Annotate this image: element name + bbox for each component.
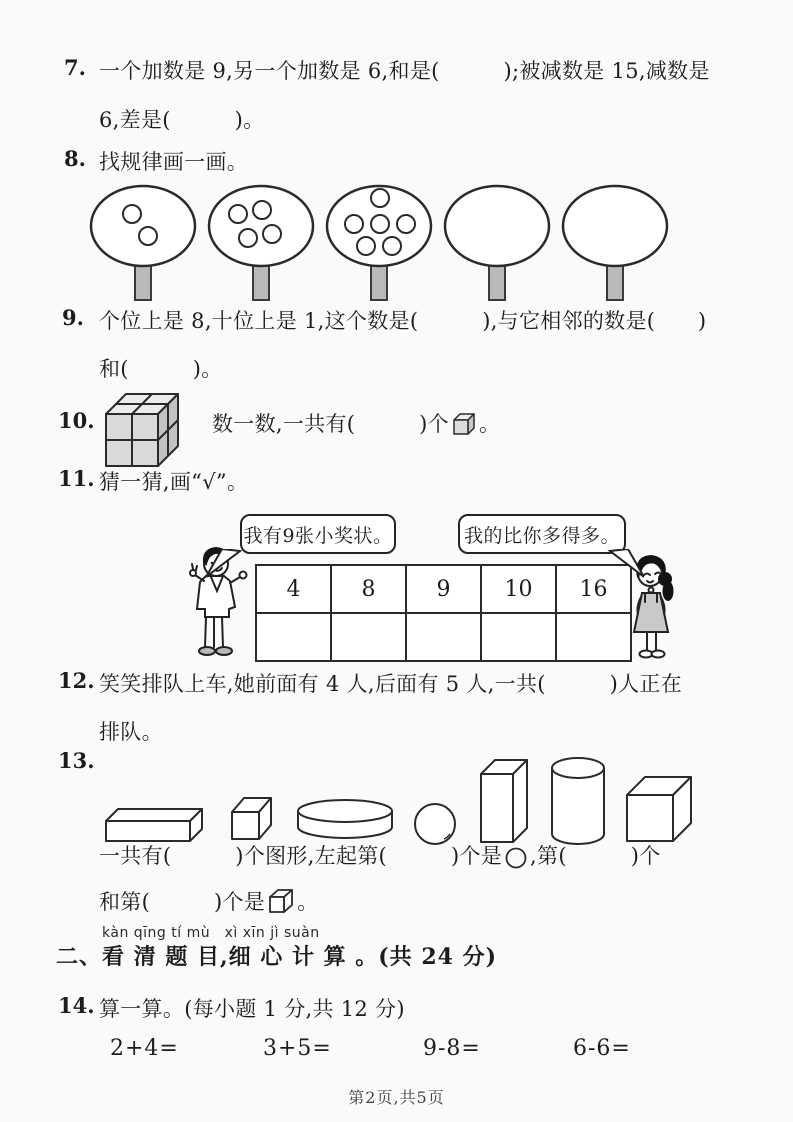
- q13-number: 13.: [58, 748, 95, 773]
- tall-cuboid-icon: [473, 752, 535, 847]
- section2-title: 二、看 清 题 目,细 心 计 算 。(共 24 分): [56, 944, 498, 970]
- table-cell-empty: [256, 613, 331, 661]
- speech-bubble-girl: 我的比你多得多。: [458, 514, 626, 554]
- guess-table: [255, 564, 632, 662]
- cylinder-icon: [549, 755, 607, 847]
- flat-cylinder-icon: [293, 793, 397, 847]
- speech-tail-left: [206, 549, 242, 579]
- tree-icon: [86, 180, 200, 302]
- problem-1: 2+4=: [110, 1036, 179, 1061]
- q12-line2: 排队。: [99, 720, 163, 744]
- unit-cube-icon: [451, 411, 477, 437]
- table-cell: 16: [556, 565, 631, 613]
- q13-text-4: 。: [297, 890, 319, 914]
- table-row: [256, 565, 631, 613]
- circle-icon: [504, 845, 528, 869]
- q12-line1: 笑笑排队上车,她前面有 4 人,后面有 5 人,一共( )人正在: [99, 672, 683, 696]
- q13-text-2: ,第( )个: [530, 844, 661, 868]
- tree-icon: [558, 180, 672, 302]
- speech-tail-right: [602, 549, 644, 579]
- q11-number: 11.: [58, 466, 95, 491]
- table-cell-empty: [406, 613, 481, 661]
- q11-prompt: 猜一猜,画“√”。: [99, 470, 249, 494]
- table-cell: 9: [406, 565, 481, 613]
- q13-text-1: 一共有( )个图形,左起第( )个是: [99, 844, 503, 868]
- q13-line2: [99, 886, 318, 916]
- q9-line1: 个位上是 8,十位上是 1,这个数是( ),与它相邻的数是( ): [99, 309, 707, 333]
- table-cell: 8: [331, 565, 406, 613]
- q13-shape-row: [98, 752, 708, 847]
- q8-tree-row: [86, 180, 686, 302]
- cube-2x2-figure: [98, 386, 188, 470]
- section2-pinyin: kàn qīng tí mù xì xīn jì suàn: [102, 925, 320, 941]
- table-cell-empty: [331, 613, 406, 661]
- q13-line1: [99, 840, 661, 870]
- page-footer: 第2页,共5页: [348, 1088, 445, 1107]
- q10-text-after: 。: [478, 412, 501, 436]
- tree-icon: [204, 180, 318, 302]
- q9-number: 9.: [62, 305, 84, 330]
- q8-prompt: 找规律画一画。: [99, 150, 249, 174]
- table-cell: 4: [256, 565, 331, 613]
- q7-line1: 一个加数是 9,另一个加数是 6,和是( );被减数是 15,减数是: [99, 59, 710, 83]
- q14-prompt: 算一算。(每小题 1 分,共 12 分): [99, 997, 405, 1021]
- q9-line2: 和( )。: [99, 357, 223, 381]
- problem-4: 6-6=: [573, 1036, 631, 1061]
- q10-text: [212, 408, 500, 438]
- q12-number: 12.: [58, 668, 95, 693]
- table-cell-empty: [556, 613, 631, 661]
- q8-number: 8.: [64, 146, 86, 171]
- q13-text-3: 和第( )个是: [99, 890, 266, 914]
- cube-outline-icon: [267, 887, 295, 915]
- q14-number: 14.: [58, 993, 95, 1018]
- large-cube-icon: [621, 771, 697, 847]
- q10-text-before: 数一数,一共有( )个: [212, 412, 449, 436]
- table-cell: 10: [481, 565, 556, 613]
- problem-2: 3+5=: [263, 1036, 332, 1061]
- problem-3: 9-8=: [423, 1036, 481, 1061]
- tree-icon: [440, 180, 554, 302]
- small-cube-icon: [224, 792, 279, 847]
- tree-icon: [322, 180, 436, 302]
- speech-bubble-boy: 我有9张小奖状。: [240, 514, 396, 554]
- q7-line2: 6,差是( )。: [99, 108, 265, 132]
- table-row: [256, 613, 631, 661]
- q7-number: 7.: [64, 55, 86, 80]
- q10-number: 10.: [58, 408, 95, 433]
- table-cell-empty: [481, 613, 556, 661]
